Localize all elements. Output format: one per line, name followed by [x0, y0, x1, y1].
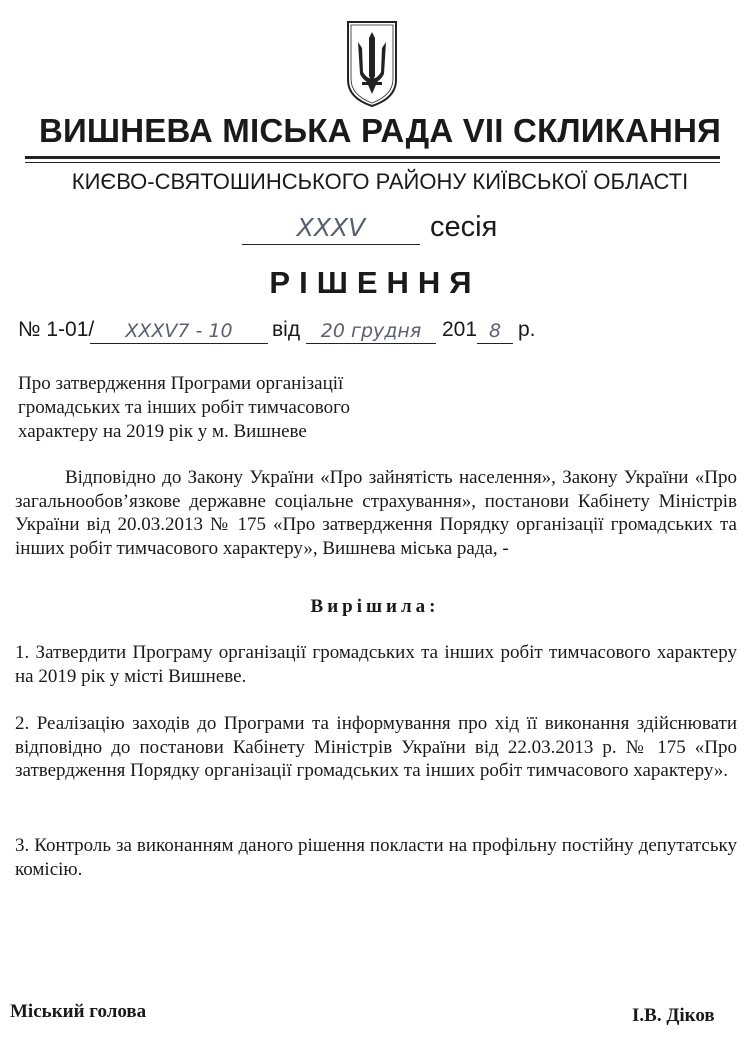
year-prefix: 201 — [442, 318, 478, 341]
decision-item-3: 3. Контроль за виконанням даного рішення покласти на профільну постійну депутатську комісію. — [15, 835, 737, 880]
signatory-name: І.В. Діков — [632, 1005, 715, 1026]
year-suffix: р. — [518, 318, 536, 341]
decision-item-1: 1. Затвердити Програму організації громадських та інших робіт тимчасового характеру на 2019 рік у місті Вишневе. — [15, 642, 737, 687]
signatory-position: Міський голова — [10, 1001, 147, 1022]
decision-number-handwritten: XXXV7 - 10 — [125, 320, 233, 342]
year-underline — [477, 343, 513, 344]
date-underline — [306, 343, 436, 344]
session-number: XXXV — [296, 213, 366, 242]
coat-of-arms-trident-icon — [344, 18, 400, 110]
council-name: ВИШНЕВА МІСЬКА РАДА VII СКЛИКАННЯ — [38, 112, 722, 149]
decision-date-handwritten: 20 грудня — [320, 320, 422, 342]
year-digit-handwritten: 8 — [488, 320, 502, 342]
session-underline — [242, 244, 420, 245]
district-name: КИЄВО-СВЯТОШИНСЬКОГО РАЙОНУ КИЇВСЬКОЇ ОБЛАСТІ — [71, 169, 689, 194]
session-label: сесія — [430, 211, 498, 243]
decision-title: Про затвердження Програми організації громадських та інших робіт тимчасового характеру на 2019 рік у м. Вишневе — [18, 373, 350, 442]
header-divider-thin — [25, 162, 720, 163]
date-label: від — [272, 318, 301, 341]
decided-heading: Вирішила: — [310, 596, 440, 617]
preamble-paragraph: Відповідно до Закону України «Про зайнятість населення», Закону України «Про загальнообов’язкове державне соціальне страхування», постанови Кабінету Міністрів України від 20.03.2013 № 175 «Про затвердження Порядку організації громадських та інших робіт тимчасового характеру», Вишнева міська рада, - — [15, 467, 737, 559]
header-divider-thick — [25, 156, 720, 159]
document-type: РІШЕННЯ — [269, 265, 481, 300]
decision-number-prefix: № 1-01/ — [18, 318, 95, 341]
decision-item-2: 2. Реалізацію заходів до Програми та інформування про хід її виконання здійснювати відповідно до постанови Кабінету Міністрів України від 22.03.2013 р. № 175 «Про затвердження Порядку організації громадських та інших робіт тимчасового характеру». — [15, 713, 737, 781]
decision-number-underline — [90, 343, 268, 344]
